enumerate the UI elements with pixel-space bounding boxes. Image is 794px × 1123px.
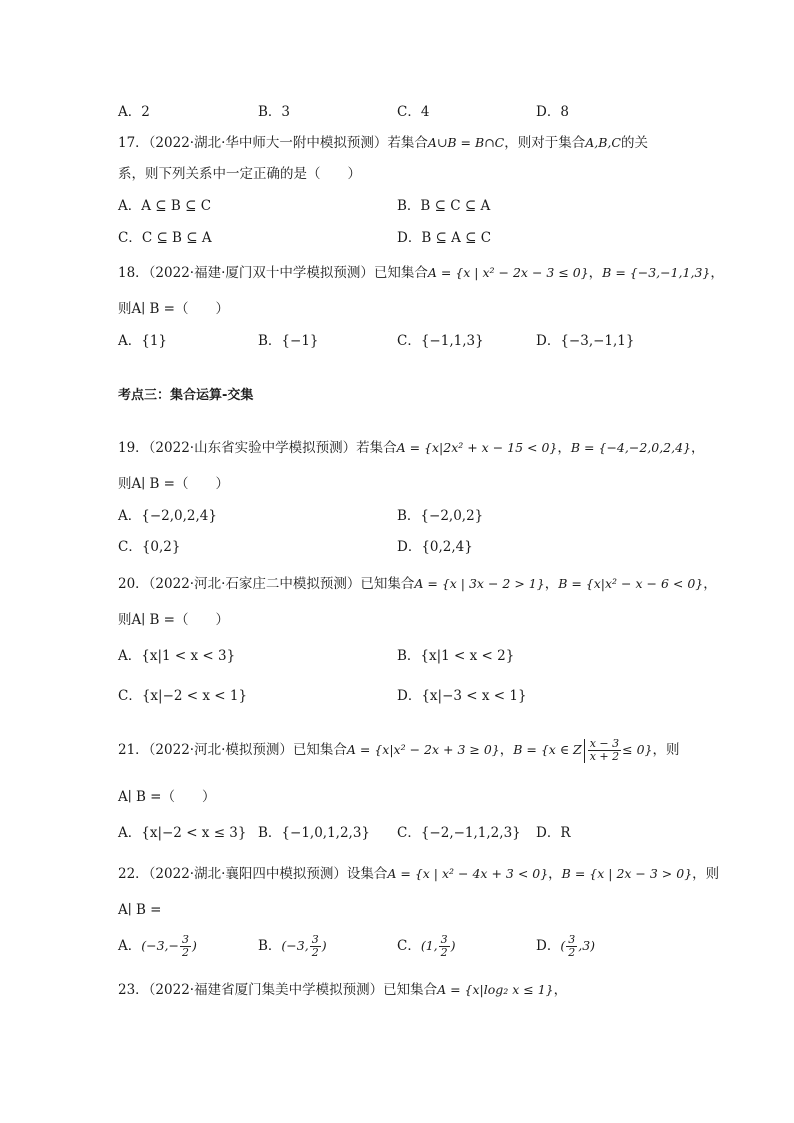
q16-option-b: B．3: [258, 104, 291, 120]
q21-stem-line1: 21．（2022·河北·模拟预测）已知集合A = {x|x² − 2x + 3 ≥ 0}，B = {x ∈ Z $\frac{x - 3}{x + 2}$ ≤ 0}，则: [118, 737, 680, 763]
q22-option-d: D．( $\frac{3}{2}$ ,3): [536, 933, 596, 959]
q20-stem-line2: 则A∣ B =（ ）: [118, 612, 229, 628]
q17-option-d: D．B ⊆ A ⊆ C: [397, 230, 492, 246]
q21-option-c: C．{−2,−1,1,2,3}: [397, 825, 521, 841]
q21-stem-line2: A∣ B =（ ）: [118, 789, 216, 805]
q21-fraction: $\frac{x - 3}{x + 2}$: [589, 737, 620, 763]
q17-stem-line2: 系，则下列关系中一定正确的是（ ）: [118, 166, 361, 182]
q17-stem-line1: 17．（2022·湖北·华中师大一附中模拟预测）若集合A∪B = B∩C，则对于集合A,B,C的关: [118, 135, 648, 151]
q18-option-b: B．{−1}: [258, 333, 319, 349]
q20-option-a: A．{x|1 < x < 3}: [118, 648, 236, 664]
q16-option-c: C．4: [397, 104, 430, 120]
q18-stem-line1: 18．（2022·福建·厦门双十中学模拟预测）已知集合A = {x | x² − 2x − 3 ≤ 0}，B = {−3,−1,1,3}，: [118, 265, 724, 281]
q22-option-b: B．(−3, $\frac{3}{2}$ ): [258, 933, 327, 959]
section-heading: 考点三：集合运算-交集: [118, 388, 254, 403]
q18-stem-line2: 则A∣ B =（ ）: [118, 301, 229, 317]
q19-option-d: D．{0,2,4}: [397, 539, 473, 555]
q20-option-c: C．{x|−2 < x < 1}: [118, 688, 248, 704]
q21-option-a: A．{x|−2 < x ≤ 3}: [118, 825, 247, 841]
q17-option-b: B．B ⊆ C ⊆ A: [397, 198, 491, 214]
q19-option-b: B．{−2,0,2}: [397, 508, 484, 524]
q19-option-a: A．{−2,0,2,4}: [118, 508, 217, 524]
q19-stem-line1: 19．（2022·山东省实验中学模拟预测）若集合A = {x|2x² + x − 15 < 0}，B = {−4,−2,0,2,4}，: [118, 440, 705, 456]
q22-option-a: A．(−3,− $\frac{3}{2}$ ): [118, 933, 197, 959]
q22-option-c: C．(1, $\frac{3}{2}$ ): [397, 933, 456, 959]
q20-option-b: B．{x|1 < x < 2}: [397, 648, 515, 664]
q18-option-c: C．{−1,1,3}: [397, 333, 484, 349]
q21-option-d: D．R: [536, 825, 571, 841]
q21-option-b: B．{−1,0,1,2,3}: [258, 825, 371, 841]
q17-option-a: A．A ⊆ B ⊆ C: [118, 198, 212, 214]
q20-option-d: D．{x|−3 < x < 1}: [397, 688, 527, 704]
q16-option-d: D．8: [536, 104, 569, 120]
q17-option-c: C．C ⊆ B ⊆ A: [118, 230, 212, 246]
q19-option-c: C．{0,2}: [118, 539, 181, 555]
q16-option-a: A．2: [118, 104, 150, 120]
q23-stem-line1: 23．（2022·福建省厦门集美中学模拟预测）已知集合A = {x|log₂ x ≤ 1}，: [118, 982, 568, 998]
q22-stem-line2: A∣ B =: [118, 902, 162, 918]
q18-option-d: D．{−3,−1,1}: [536, 333, 635, 349]
q18-option-a: A．{1}: [118, 333, 168, 349]
q20-stem-line1: 20．（2022·河北·石家庄二中模拟预测）已知集合A = {x | 3x − 2 > 1}，B = {x|x² − x − 6 < 0}，: [118, 576, 717, 592]
q19-stem-line2: 则A∣ B =（ ）: [118, 476, 229, 492]
q22-stem-line1: 22．（2022·湖北·襄阳四中模拟预测）设集合A = {x | x² − 4x + 3 < 0}，B = {x | 2x − 3 > 0}，则: [118, 866, 720, 882]
